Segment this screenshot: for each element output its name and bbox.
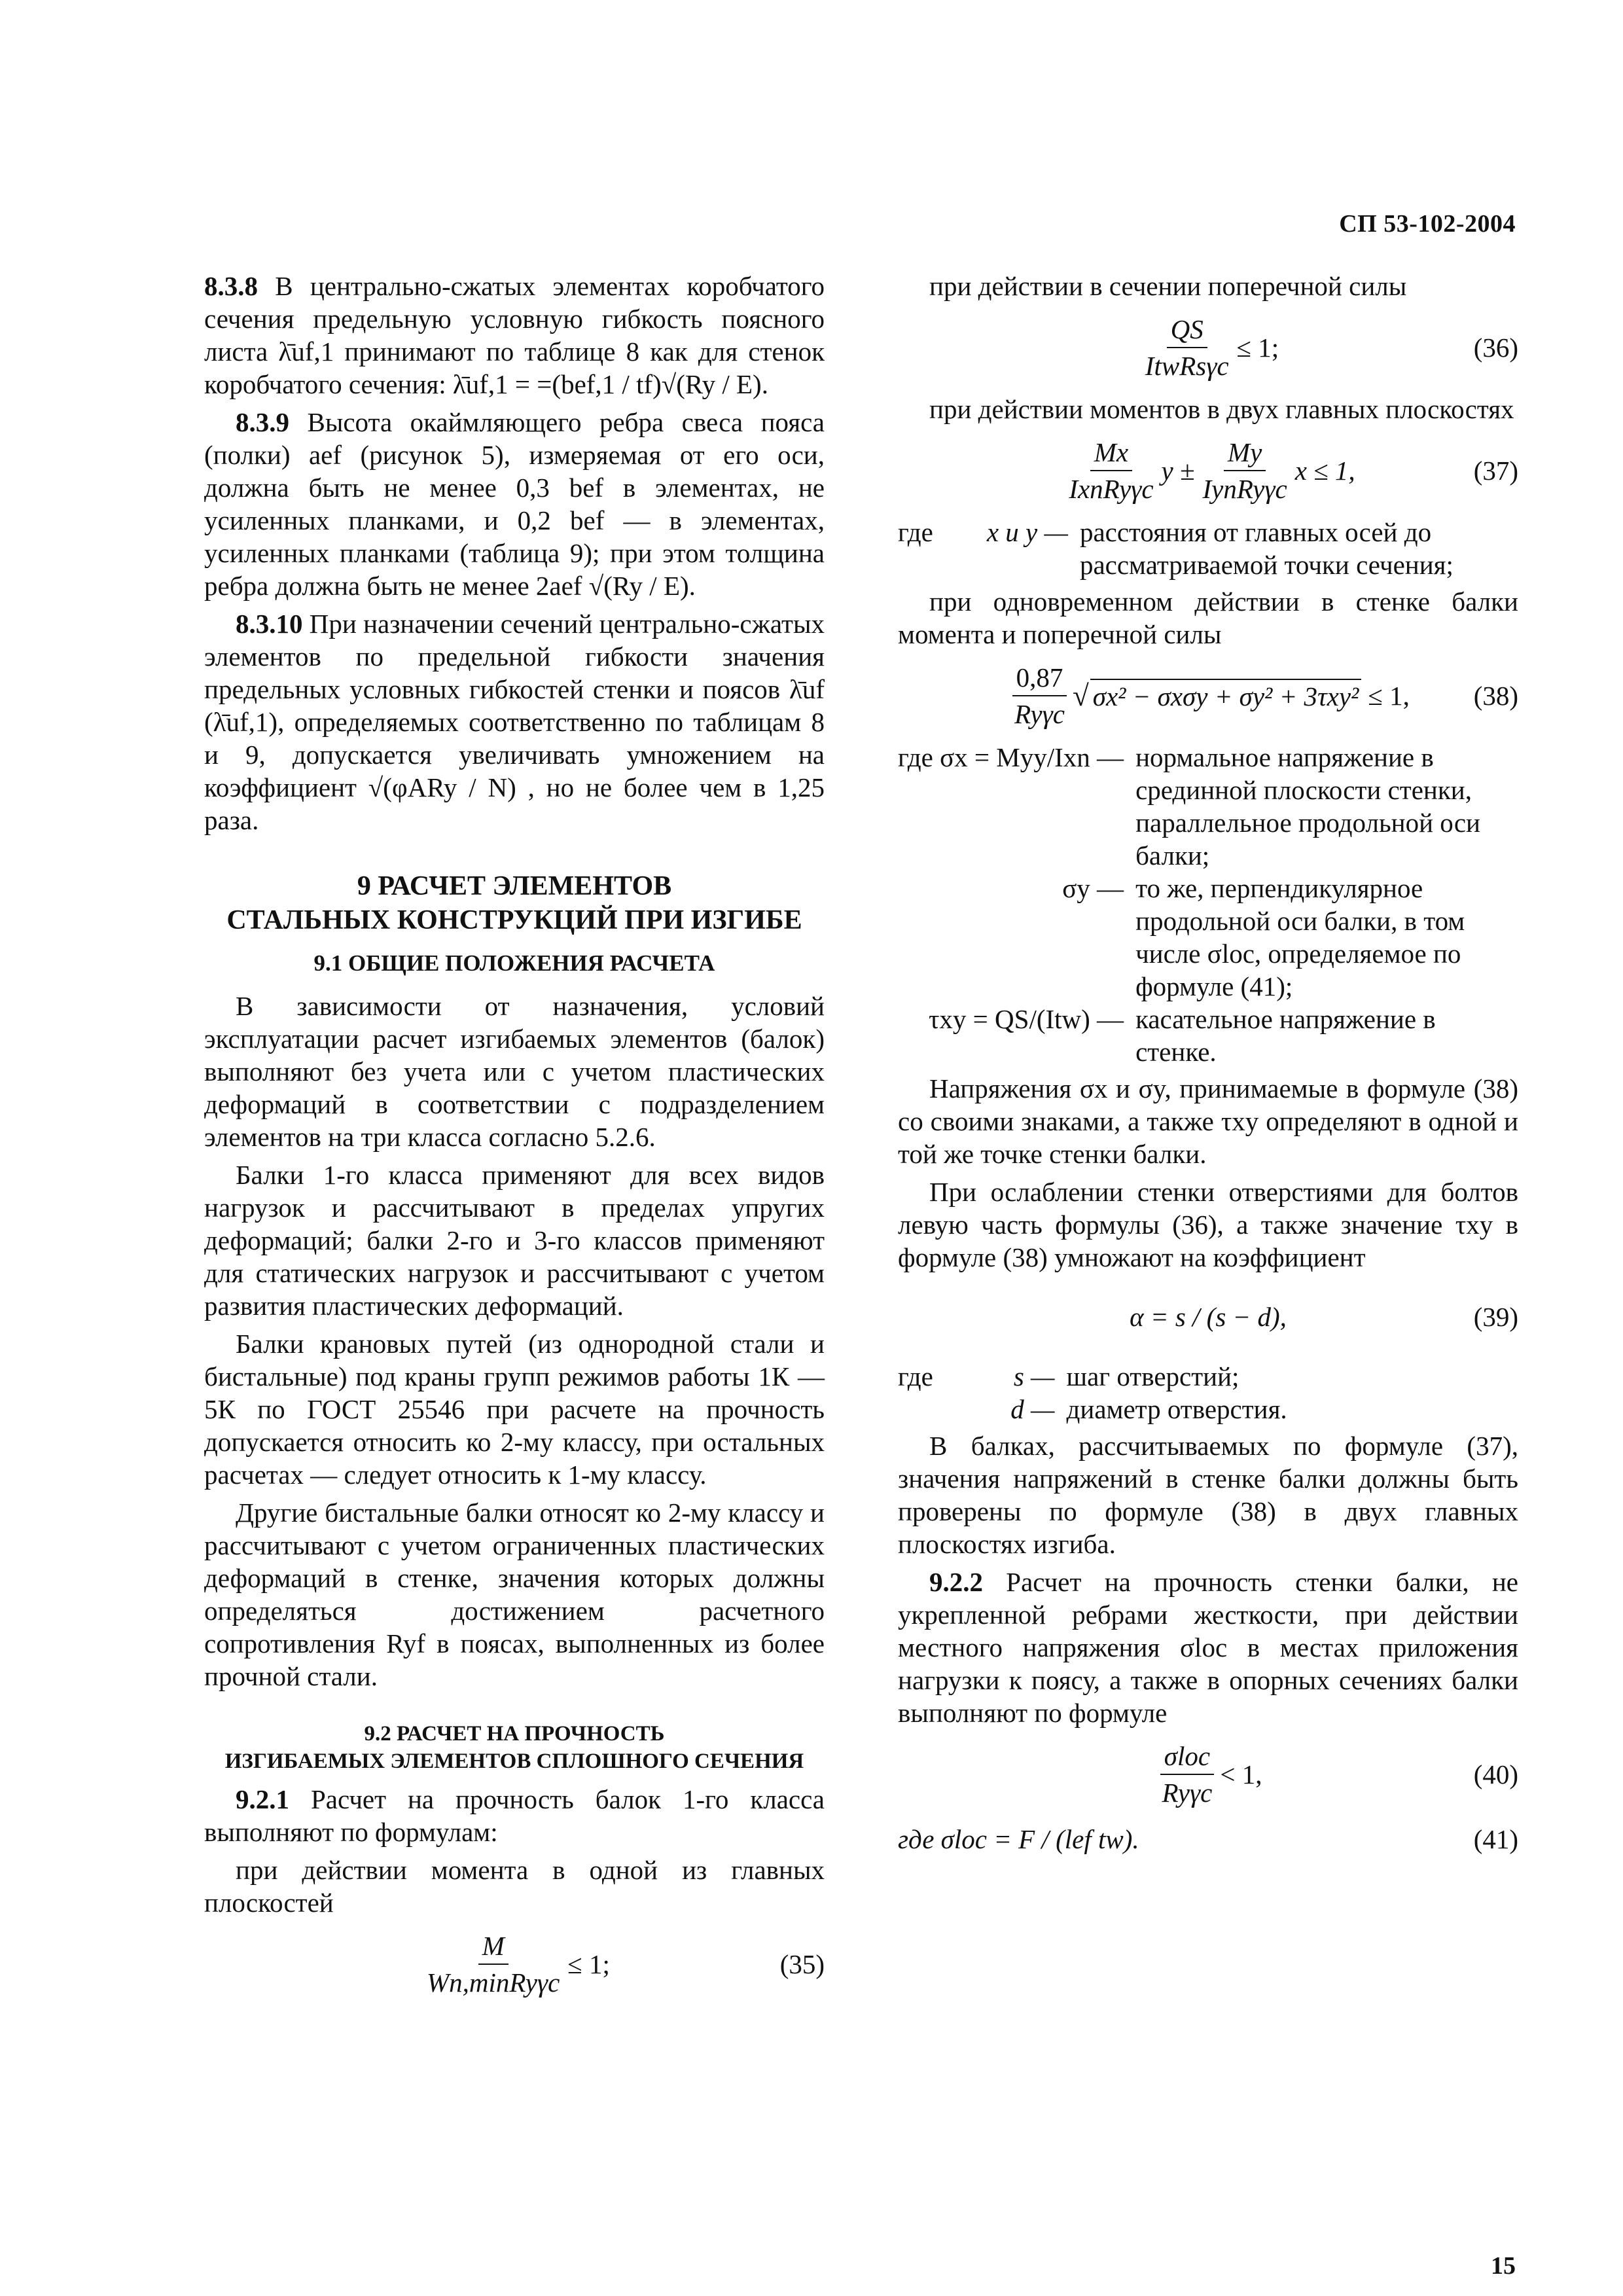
where-symbol: τxy = QS/(Itw) — (928, 1004, 1124, 1034)
paragraph: при действии момента в одной из главных плоскостей (204, 1855, 825, 1918)
paragraph: Другие бистальные балки относят ко 2-му классу и рассчитывают с учетом ограниченных пластических деформаций в стенке, значения которых должны определяться достижением расчетного сопротивления Ryf в поясах, выполненных из более прочной стали. (204, 1498, 825, 1691)
where-symbol: d — (1010, 1394, 1055, 1424)
formula-number: (35) (779, 1949, 825, 1979)
sqrt-sign: √ (1072, 679, 1089, 712)
paragraph-9-2-2 (898, 1566, 1518, 1729)
paragraph: В балках, рассчитываемых по формуле (37), значения напряжений в стенке балки должны быть проверены по формуле (38) в двух главных плоскостях изгиба. (898, 1431, 1518, 1559)
where-description: шаг отверстий; (1066, 1361, 1240, 1391)
clause-number: 8.3.9 (236, 407, 289, 437)
formula-41 (898, 1820, 1518, 1859)
denominator: Ryγc (1014, 699, 1065, 729)
formula-body: где σloc = F / (lef tw). (898, 1824, 1139, 1854)
radicand: σx² − σxσy + σy² + 3τxy² (1090, 679, 1362, 713)
heading-line: 9 РАСЧЕТ ЭЛЕМЕНТОВ (357, 871, 672, 901)
paragraph: при действии в сечении поперечной силы (929, 271, 1407, 301)
formula-rhs: ≤ 1; (1236, 332, 1279, 363)
numerator: Mx (1090, 436, 1132, 471)
where-symbol: σy — (1062, 873, 1124, 903)
numerator: QS (1167, 313, 1207, 348)
formula-rhs: x ≤ 1, (1294, 456, 1355, 486)
numerator: My (1224, 436, 1266, 471)
fraction (423, 1929, 563, 1999)
section-heading-9 (204, 869, 825, 937)
formula-37 (898, 436, 1518, 505)
fraction (1010, 661, 1069, 730)
paragraph: Напряжения σx и σy, принимаемые в формуле (38) со своими знаками, а также τxy определяют в одной и той же точке стенки балки. (898, 1073, 1518, 1169)
formula-term: y ± (1161, 456, 1195, 486)
paragraph: Балки крановых путей (из однородной стали и бистальные) под краны групп режимов работы 1К — 5К по ГОСТ 25546 при расчете на прочность допускается относить ко 2-му классу, при остальных расчетах — следует относить к 1-му классу. (204, 1329, 825, 1490)
clause-text: Высота окаймляющего ребра свеса пояса (полки) aef (рисунок 5), измеряемая от его оси, должна быть не менее 0,3 bef в элементах, не усиленных планками, и 0,2 bef — в элементах, усиленных планками (таблица 9); при этом толщина ребра должна быть не менее 2aef √(Ry / E). (204, 407, 825, 601)
where-symbol: x и y — (986, 517, 1068, 547)
where-description: то же, перпендикулярное продольной оси балки, в том числе σloc, определяемое по формуле (41); (1135, 873, 1465, 1001)
clause-text: При назначении сечений центрально-сжатых элементов по предельной гибкости значения предельных условных гибкостей стенки и поясов λ̄uf (λ̄uf,1), определяемых соответственно по таблицам 8 и 9, допускается увеличивать умножением на коэффициент √(φARy / N) , но не более чем в 1,25 раза. (204, 609, 825, 835)
fraction (1065, 436, 1157, 505)
clause-number: 9.2.1 (236, 1784, 289, 1814)
paragraph: при действии моментов в двух главных плоскостях (929, 394, 1514, 424)
formula-number: (40) (1473, 1759, 1518, 1789)
fraction (1199, 436, 1291, 505)
where-block-38 (898, 741, 1518, 1068)
fraction (1158, 1740, 1217, 1809)
formula-35 (204, 1929, 825, 1999)
subsection-heading-9-2 (204, 1720, 825, 1775)
clause-number: 9.2.2 (929, 1567, 983, 1597)
paragraph: В зависимости от назначения, условий эксплуатации расчет изгибаемых элементов (балок) выполняют без учета или с учетом пластических деформаций в соответствии с подразделением элементов на три класса согласно 5.2.6. (204, 991, 825, 1152)
numerator: 0,87 (1012, 661, 1067, 696)
numerator: M (478, 1929, 508, 1965)
formula-39 (898, 1284, 1518, 1350)
numerator: σloc (1160, 1740, 1214, 1775)
where-block-39 (898, 1360, 1518, 1426)
formula-body: α = s / (s − d), (1130, 1302, 1287, 1332)
where-description: диаметр отверстия. (1066, 1394, 1287, 1424)
paragraph-8-3-10 (204, 607, 825, 836)
formula-number: (41) (1473, 1824, 1518, 1854)
fraction (1141, 313, 1233, 382)
paragraph-8-3-8 (204, 270, 825, 401)
paragraph-9-2-1 (204, 1783, 825, 1848)
where-label (898, 516, 1068, 581)
paragraph: При ослаблении стенки отверстиями для болтов левую часть формулы (36), а также значение τxy в формуле (38) умножают на коэффициент (898, 1177, 1518, 1272)
paragraph: при одновременном действии в стенке балки момента и поперечной силы (898, 586, 1518, 649)
denominator: IxnRyγc (1069, 474, 1154, 504)
formula-rhs: < 1, (1220, 1759, 1262, 1789)
clause-number: 8.3.10 (236, 609, 303, 639)
denominator: ItwRsγc (1145, 351, 1229, 381)
formula-number: (39) (1473, 1302, 1518, 1332)
formula-number: (37) (1473, 456, 1518, 486)
where-description: расстояния от главных осей до рассматриваемой точки сечения; (1079, 517, 1454, 580)
where-symbol: s — (1013, 1361, 1055, 1391)
where-word: где (898, 517, 933, 547)
formula-number: (36) (1473, 332, 1518, 363)
formula-number: (38) (1473, 681, 1518, 711)
clause-number: 8.3.8 (204, 271, 258, 301)
formula-38 (898, 661, 1518, 730)
where-symbol: где σx = Myy/Ixn — (898, 742, 1124, 772)
clause-text: В центрально-сжатых элементах коробчатого сечения предельную условную гибкость поясного листа λ̄uf,1 принимают по таблице 8 как для стенок коробчатого сечения: λ̄uf,1 = =(bef,1 / tf)√(Ry / E). (204, 271, 825, 399)
formula-rhs: ≤ 1, (1368, 681, 1410, 711)
denominator: Ryγc (1162, 1778, 1213, 1808)
formula-36 (898, 313, 1518, 382)
right-column (898, 270, 1518, 1869)
where-label (898, 1360, 1055, 1393)
paragraph-8-3-9 (204, 406, 825, 602)
heading-line: СТАЛЬНЫХ КОНСТРУКЦИЙ ПРИ ИЗГИБЕ (226, 905, 802, 935)
where-word: где (898, 1361, 933, 1391)
heading-line: ИЗГИБАЕМЫХ ЭЛЕМЕНТОВ СПЛОШНОГО СЕЧЕНИЯ (224, 1749, 804, 1773)
where-description: нормальное напряжение в срединной плоскости стенки, параллельное продольной оси балки; (1135, 742, 1480, 870)
denominator: IynRyγc (1202, 474, 1287, 504)
formula-rhs: ≤ 1; (567, 1949, 610, 1979)
document-code: СП 53-102-2004 (1339, 210, 1516, 238)
left-column (204, 270, 825, 2009)
where-description: касательное напряжение в стенке. (1135, 1004, 1436, 1067)
paragraph: Балки 1-го класса применяют для всех видов нагрузок и рассчитывают в пределах упругих деформаций; балки 2-го и 3-го классов применяют для статических нагрузок и рассчитывают с учетом развития пластических деформаций. (204, 1160, 825, 1321)
heading-line: 9.2 РАСЧЕТ НА ПРОЧНОСТЬ (364, 1722, 665, 1746)
subsection-heading-9-1: 9.1 ОБЩИЕ ПОЛОЖЕНИЯ РАСЧЕТА (313, 950, 715, 976)
formula-40 (898, 1740, 1518, 1809)
denominator: Wn,minRyγc (427, 1967, 560, 1998)
page-number: 15 (1491, 2252, 1516, 2280)
where-block-37 (898, 516, 1518, 581)
clause-text: Расчет на прочность балок 1-го класса выполняют по формулам: (204, 1784, 825, 1847)
clause-text: Расчет на прочность стенки балки, не укрепленной ребрами жесткости, при действии местного напряжения σloc в местах приложения нагрузки к поясу, а также в опорных сечениях балки выполняют по формуле (898, 1567, 1519, 1728)
